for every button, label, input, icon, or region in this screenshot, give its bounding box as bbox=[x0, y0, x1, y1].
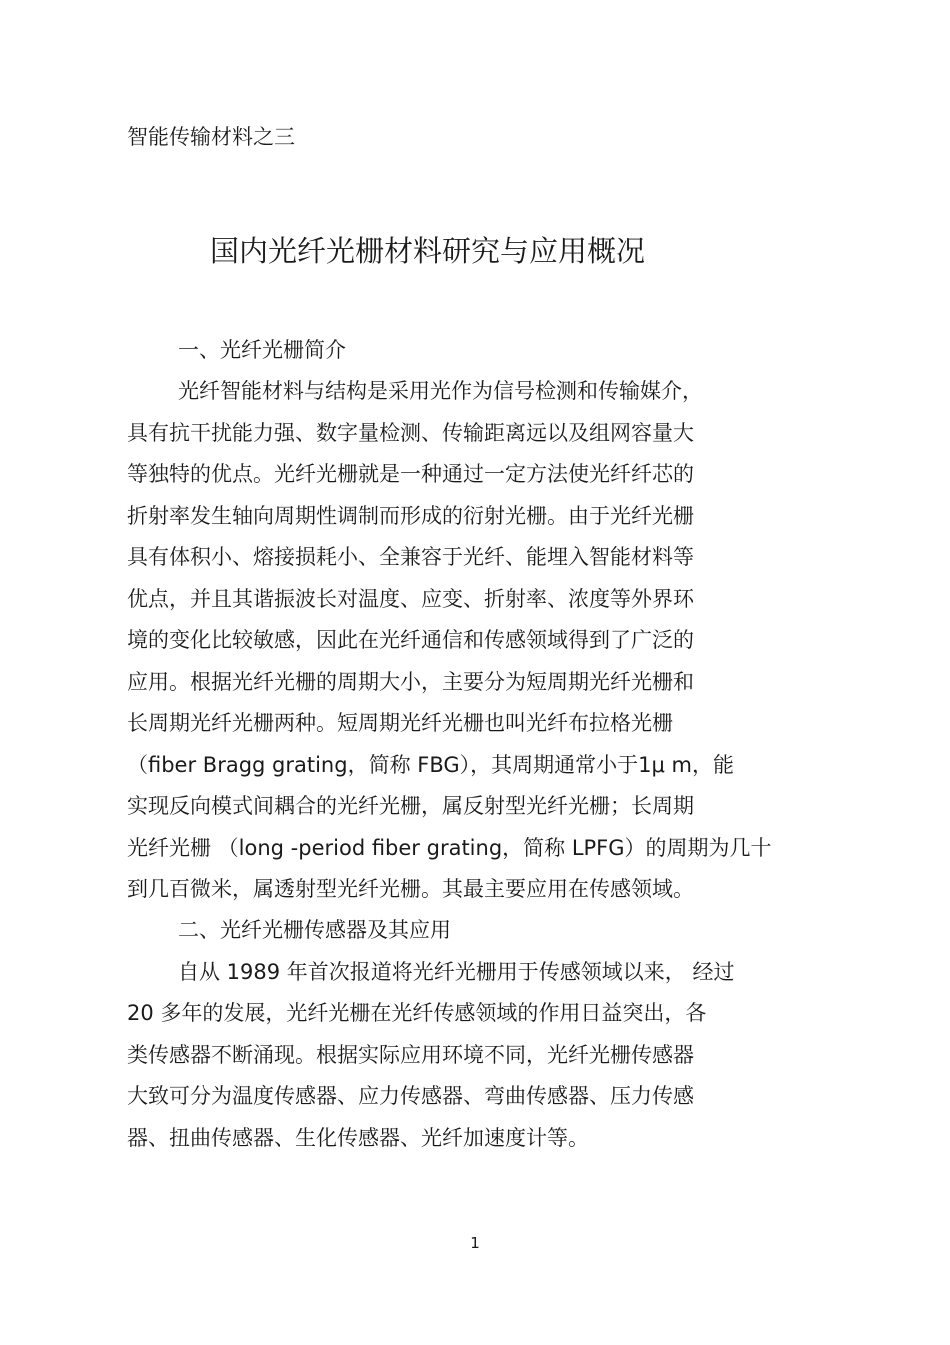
paragraph-line: 大致可分为温度传感器、应力传感器、弯曲传感器、压力传感 bbox=[127, 1084, 694, 1108]
paragraph-line: 具有体积小、熔接损耗小、全兼容于光纤、能埋入智能材料等 bbox=[127, 545, 694, 569]
paragraph-line: 自从 1989 年首次报道将光纤光栅用于传感领域以来， 经过 bbox=[178, 960, 735, 984]
paragraph-line: 光纤光栅 （long -period fiber grating，简称 LPFG）的周期为几十 bbox=[127, 836, 772, 860]
page-number: 1 bbox=[470, 1234, 480, 1252]
paragraph-line: 20 多年的发展，光纤光栅在光纤传感领域的作用日益突出，各 bbox=[127, 1001, 707, 1025]
paragraph-line: 光纤智能材料与结构是采用光作为信号检测和传输媒介， bbox=[178, 379, 703, 403]
paragraph-line: 境的变化比较敏感，因此在光纤通信和传感领域得到了广泛的 bbox=[127, 628, 694, 652]
section-heading-2: 二、光纤光栅传感器及其应用 bbox=[178, 918, 451, 942]
section-heading-1: 一、光纤光栅简介 bbox=[178, 338, 346, 362]
paragraph-line: 实现反向模式间耦合的光纤光栅，属反射型光纤光栅；长周期 bbox=[127, 794, 694, 818]
document-title: 国内光纤光栅材料研究与应用概况 bbox=[210, 234, 646, 268]
paragraph-line: 到几百微米，属透射型光纤光栅。其最主要应用在传感领域。 bbox=[127, 877, 694, 901]
paragraph-line: 等独特的优点。光纤光栅就是一种通过一定方法使光纤纤芯的 bbox=[127, 462, 694, 486]
paragraph-line: 器、扭曲传感器、生化传感器、光纤加速度计等。 bbox=[127, 1126, 589, 1150]
paragraph-line: 具有抗干扰能力强、数字量检测、传输距离远以及组网容量大 bbox=[127, 421, 694, 445]
paragraph-line: 类传感器不断涌现。根据实际应用环境不同，光纤光栅传感器 bbox=[127, 1043, 694, 1067]
series-title: 智能传输材料之三 bbox=[127, 125, 295, 149]
paragraph-line: 折射率发生轴向周期性调制而形成的衍射光栅。由于光纤光栅 bbox=[127, 504, 694, 528]
paragraph-line: 优点，并且其谐振波长对温度、应变、折射率、浓度等外界环 bbox=[127, 587, 694, 611]
paragraph-line: （fiber Bragg grating，简称 FBG），其周期通常小于1μ m，能 bbox=[127, 753, 734, 777]
paragraph-line: 长周期光纤光栅两种。短周期光纤光栅也叫光纤布拉格光栅 bbox=[127, 711, 673, 735]
paragraph-line: 应用。根据光纤光栅的周期大小，主要分为短周期光纤光栅和 bbox=[127, 670, 694, 694]
